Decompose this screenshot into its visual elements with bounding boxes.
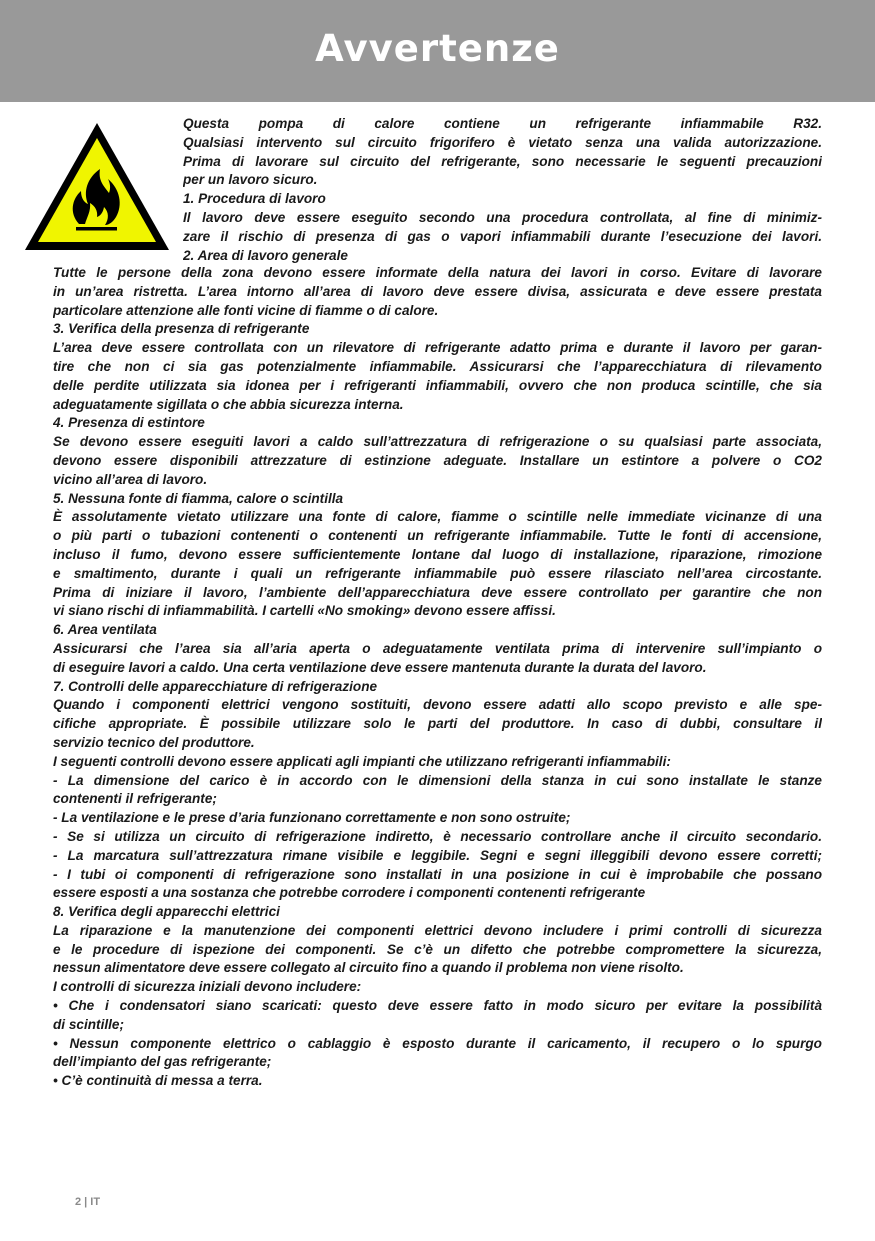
text-line: tire che non ci sia gas potenzialmente infiammabile. Assicurarsi che l’apparecchiatura di rilevamento (53, 358, 822, 374)
text-line: La riparazione e la manutenzione dei componenti elettrici devono includere i primi controlli di sicurezza (53, 922, 822, 938)
text-line: Il lavoro deve essere eseguito secondo una procedura controllata, al fine di minimiz- (183, 209, 822, 225)
list-item: • Che i condensatori siano scaricati: questo deve essere fatto in modo sicuro per evitare la possibilità (53, 998, 822, 1014)
text-line: di eseguire lavori a caldo. Una certa ventilazione deve essere mantenuta durante la durata del lavoro. (53, 659, 707, 675)
text-line: o più parti o tubazioni contenenti o contenenti un refrigerante infiammabile. Tutte le fonti di accensione, (53, 528, 822, 544)
text-line: per un lavoro sicuro. (183, 172, 318, 188)
text-line: Tutte le persone della zona devono essere informate della natura dei lavori in corso. Evitare di lavorare (53, 265, 822, 280)
text-line: delle perdite utilizzata sia idonea per i refrigeranti infiammabili, ovvero che non produca scintille, che sia (53, 377, 822, 393)
text-line: devono essere disponibili attrezzature di estinzione adeguate. Installare un estintore a polvere o CO2 (53, 452, 822, 468)
list-item: - Se si utilizza un circuito di refrigerazione indiretto, è necessario controllare anche il circuito secondario. (53, 828, 822, 844)
flammable-warning-icon (23, 121, 171, 253)
body-text (53, 264, 822, 1091)
text-line: Quando i componenti elettrici vengono sostituiti, devono essere adatti allo scopo previsto e alle spe- (53, 697, 822, 713)
text-line: particolare attenzione alle fonti vicine di fiamme o di calore. (53, 302, 439, 318)
list-item: essere esposti a una sostanza che potrebbe corrodere i componenti contenenti refrigerante (53, 885, 646, 901)
text-line: Questa pompa di calore contiene un refrigerante infiammabile R32. (183, 116, 822, 131)
page-title: Avvertenze (315, 27, 560, 70)
text-line: Assicurarsi che l’area sia all’aria aperta o adeguatamente ventilata prima di intervenire sull’impianto o (53, 640, 822, 656)
text-line: I controlli di sicurezza iniziali devono includere: (53, 979, 362, 995)
section-heading: 4. Presenza di estintore (53, 415, 205, 431)
list-item: - La marcatura sull’attrezzatura rimane visibile e leggibile. Segni e segni illeggibili devono essere corretti; (53, 847, 822, 863)
section-heading: 8. Verifica degli apparecchi elettrici (53, 904, 280, 920)
page-number: 2 | IT (75, 1196, 101, 1208)
list-item: dell’impianto del gas refrigerante; (53, 1054, 272, 1070)
text-line: incluso il fumo, devono essere sufficientemente lontane dal luogo di installazione, riparazione, rimozione (53, 546, 822, 562)
list-item: - La dimensione del carico è in accordo con le dimensioni della stanza in cui sono installate le stanze (53, 772, 822, 788)
list-item: • C’è continuità di messa a terra. (53, 1073, 263, 1089)
list-item: • Nessun componente elettrico o cablaggio è esposto durante il caricamento, il recupero o lo spurgo (53, 1035, 822, 1051)
intro-text (183, 115, 822, 265)
list-item: - La ventilazione e le prese d’aria funzionano correttamente e non sono ostruite; (53, 810, 571, 826)
section-heading: 5. Nessuna fonte di fiamma, calore o scintilla (53, 490, 344, 506)
text-line: e smaltimento, durante i quali un refrigerante infiammabile può essere rilasciato nell’area circostante. (53, 565, 822, 581)
text-line: in un’area ristretta. L’area intorno all’area di lavoro deve essere divisa, assicurata e deve essere prestata (53, 283, 822, 299)
text-line: e le procedure di ispezione dei componenti. Se c’è un difetto che potrebbe compromettere la sicurezza, (53, 941, 822, 957)
list-item: contenenti il refrigerante; (53, 791, 217, 807)
text-line: cifiche appropriate. È possibile utilizzare solo le parti del produttore. In caso di dubbi, consultare il (53, 716, 822, 732)
header-bar (0, 0, 875, 102)
text-line: Se devono essere eseguiti lavori a caldo sull’attrezzatura di refrigerazione o su qualsiasi parte associata, (53, 434, 822, 450)
text-line: adeguatamente sigillata o che abbia sicurezza interna. (53, 396, 404, 412)
text-line: È assolutamente vietato utilizzare una fonte di calore, fiamme o scintille nelle immediate vicinanze di una (53, 509, 822, 525)
text-line: nessun alimentatore deve essere collegato al circuito fino a quando il problema non viene risolto. (53, 960, 684, 976)
text-line: vi siano rischi di infiammabilità. I cartelli «No smoking» devono essere affissi. (53, 603, 556, 619)
text-line: Prima di iniziare il lavoro, l’ambiente dell’apparecchiatura deve essere controllato per garantire che non (53, 584, 822, 600)
text-line: servizio tecnico del produttore. (53, 734, 255, 750)
text-line: Prima di lavorare sul circuito del refrigerante, sono necessarie le seguenti precauzioni (183, 153, 822, 169)
text-line: vicino all’area di lavoro. (53, 471, 208, 487)
text-line: I seguenti controlli devono essere applicati agli impianti che utilizzano refrigeranti infiammabili: (53, 753, 671, 769)
text-line: L’area deve essere controllata con un rilevatore di refrigerante adatto prima e durante il lavoro per garan- (53, 340, 822, 356)
list-item: di scintille; (53, 1016, 125, 1032)
list-item: - I tubi oi componenti di refrigerazione sono installati in una posizione in cui è improbabile che possano (53, 866, 822, 882)
text-line: zare il rischio di presenza di gas o vapori infiammabili durante l’esecuzione dei lavori. (183, 228, 822, 244)
section-heading: 1. Procedura di lavoro (183, 191, 326, 207)
section-heading: 2. Area di lavoro generale (183, 247, 348, 263)
section-heading: 7. Controlli delle apparecchiature di refrigerazione (53, 678, 378, 694)
text-line: Qualsiasi intervento sul circuito frigorifero è vietato senza una valida autorizzazione. (183, 134, 822, 150)
section-heading: 6. Area ventilata (53, 622, 157, 638)
section-heading: 3. Verifica della presenza di refrigerante (53, 321, 310, 337)
